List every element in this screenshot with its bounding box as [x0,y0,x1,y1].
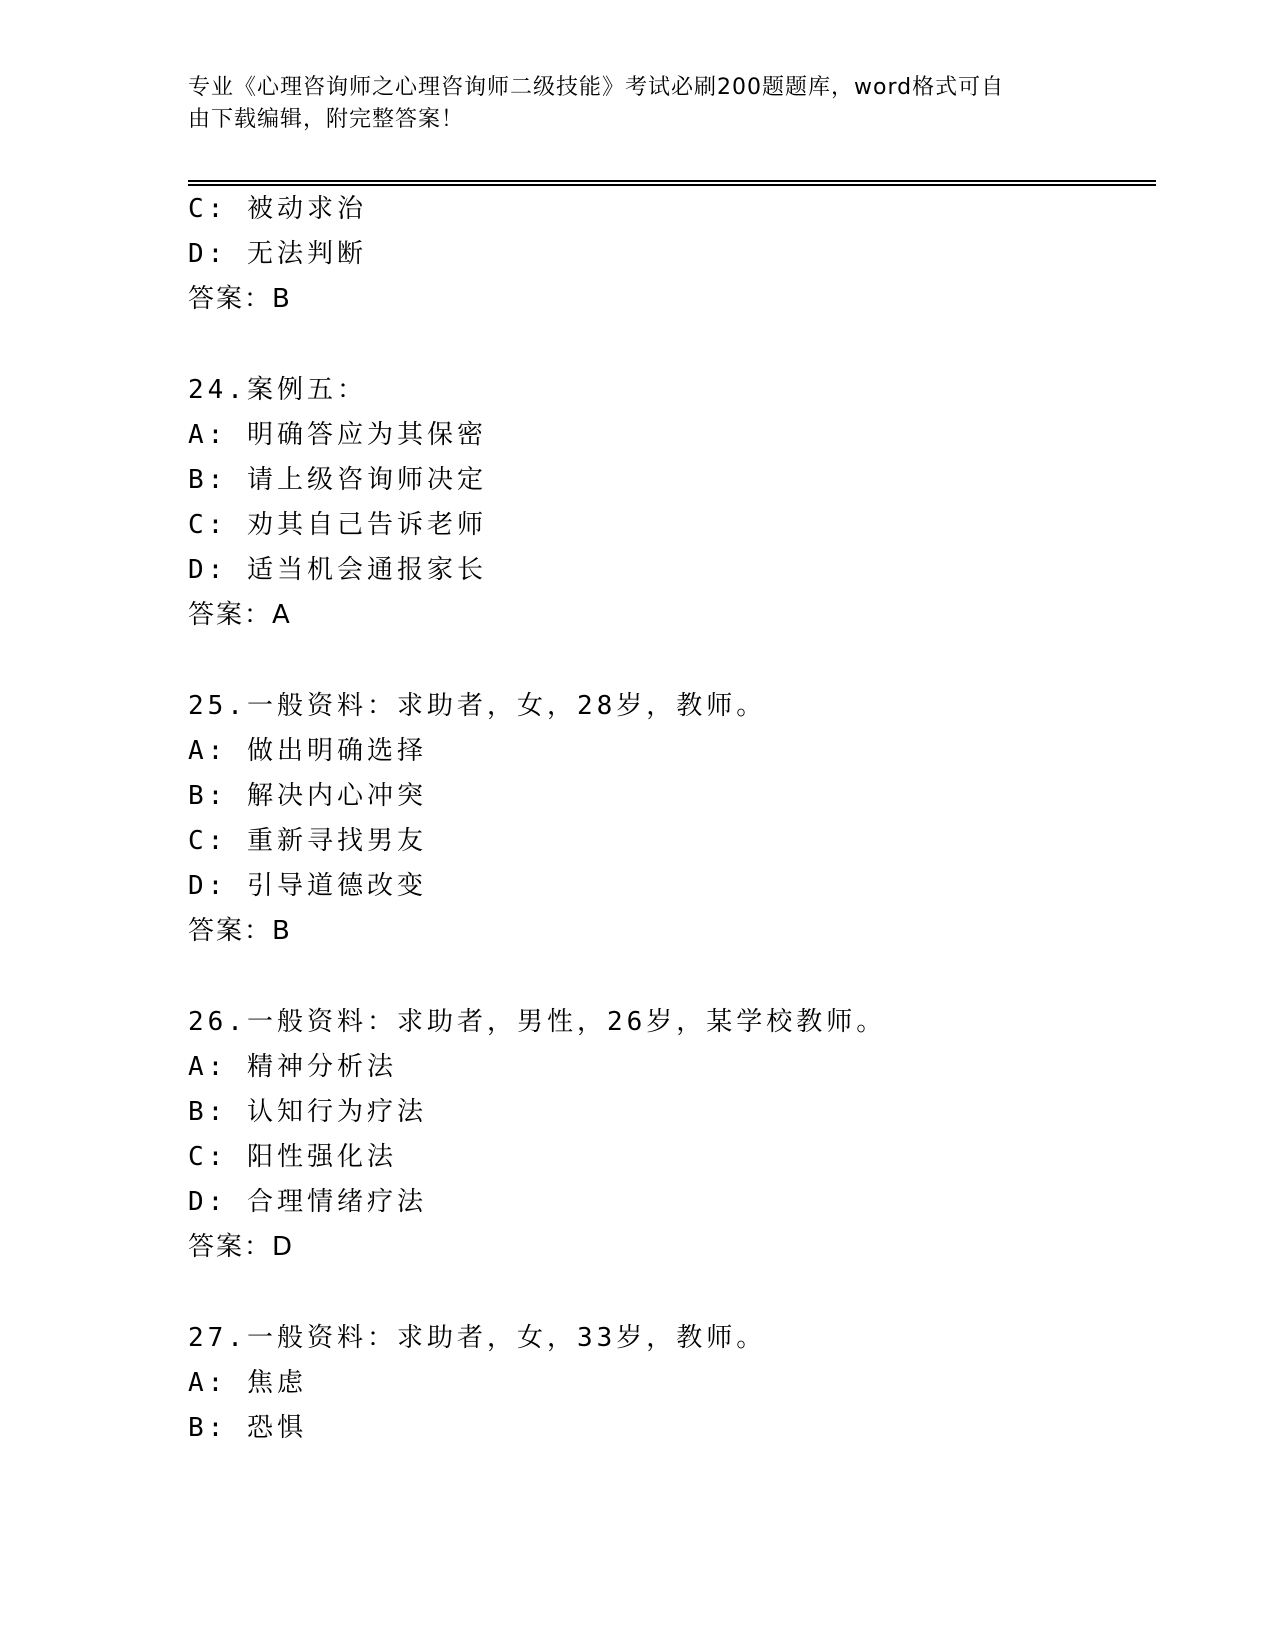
option-a: A: 焦虑 [188,1368,307,1398]
option-d: D: 引导道德改变 [188,871,427,901]
question-27: 27.一般资料：求助者，女，33岁，教师。 [188,1323,767,1353]
option-b: B: 请上级咨询师决定 [188,465,487,495]
header-divider-bottom [188,184,1156,186]
option-d: D: 合理情绪疗法 [188,1187,427,1217]
answer-line: 答案：B [188,916,292,946]
header-divider-top [188,180,1156,182]
option-d: D: 无法判断 [188,239,367,269]
answer-line: 答案：A [188,600,292,630]
answer-line: 答案：B [188,284,292,314]
option-a: A: 精神分析法 [188,1052,397,1082]
option-c: C: 阳性强化法 [188,1142,397,1172]
option-b: B: 认知行为疗法 [188,1097,427,1127]
option-a: A: 明确答应为其保密 [188,420,487,450]
document-header [188,72,1068,136]
option-b: B: 解决内心冲突 [188,781,427,811]
question-25: 25.一般资料：求助者，女，28岁，教师。 [188,691,767,721]
question-24: 24.案例五： [188,375,367,405]
option-c: C: 被动求治 [188,194,367,224]
option-b: B: 恐惧 [188,1413,307,1443]
question-26: 26.一般资料：求助者，男性，26岁，某学校教师。 [188,1007,887,1037]
answer-line: 答案：D [188,1232,295,1262]
header-line-1: 专业《心理咨询师之心理咨询师二级技能》考试必刷200题题库，word格式可自 [188,75,1005,100]
header-line-2: 由下载编辑，附完整答案！ [188,107,465,132]
option-d: D: 适当机会通报家长 [188,555,487,585]
option-a: A: 做出明确选择 [188,736,427,766]
option-c: C: 重新寻找男友 [188,826,427,856]
option-c: C: 劝其自己告诉老师 [188,510,487,540]
